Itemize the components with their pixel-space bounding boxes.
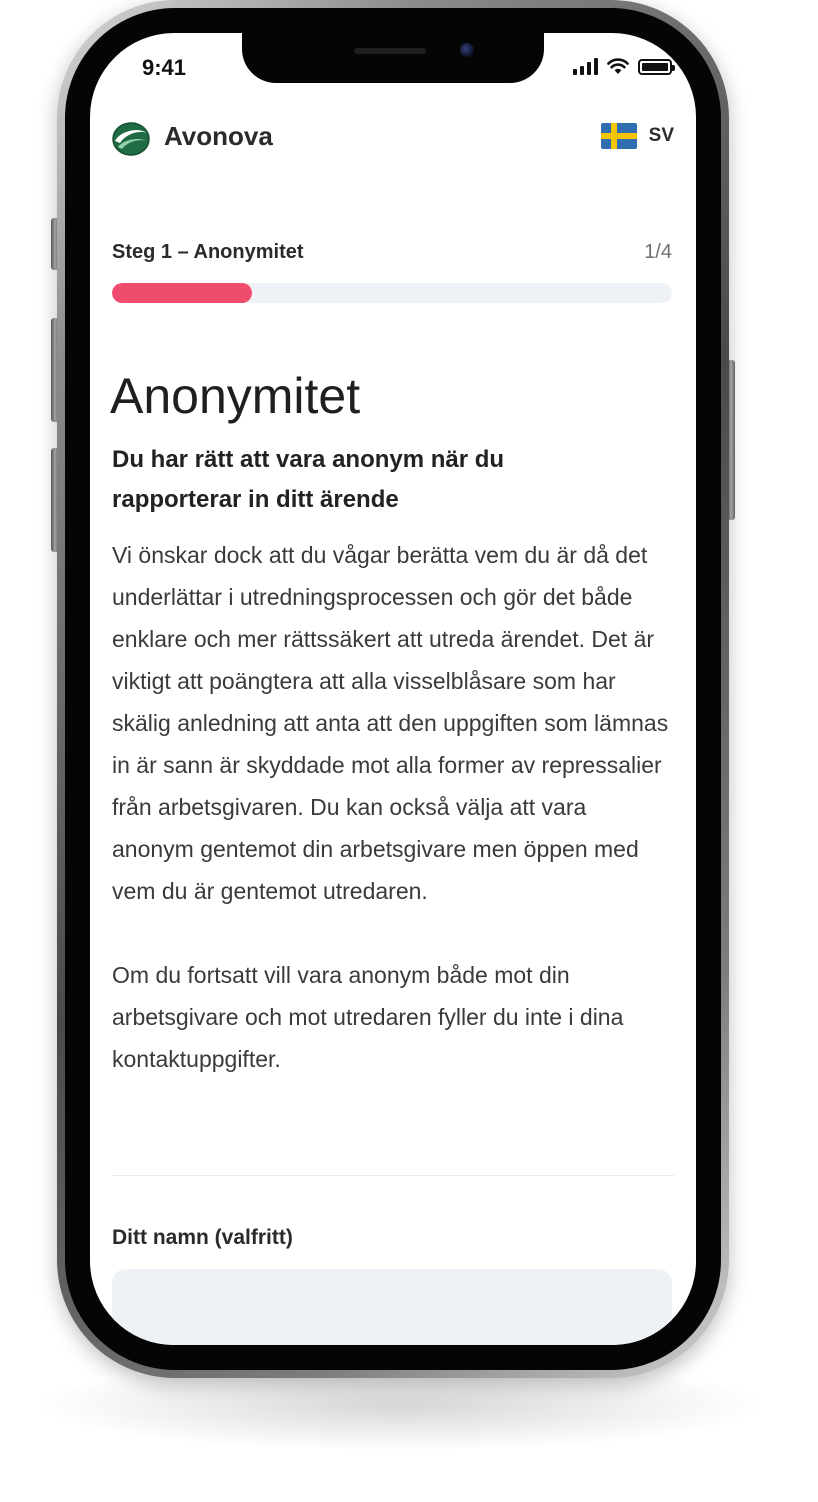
status-time: 9:41 bbox=[142, 55, 187, 80]
language-selector[interactable] bbox=[601, 123, 674, 149]
paragraph: Om du fortsatt vill vara anonym både mot din arbetsgivare och mot utredaren fyller du inte i dina kontaktuppgifter. bbox=[112, 962, 624, 1072]
name-input[interactable] bbox=[112, 1269, 672, 1345]
step-count: 1/4 bbox=[644, 241, 672, 263]
progress-bar bbox=[112, 283, 672, 303]
battery-icon bbox=[638, 59, 672, 75]
speaker-grille bbox=[354, 48, 426, 54]
brand-name: Avonova bbox=[164, 121, 273, 151]
status-icons bbox=[573, 57, 672, 75]
phone-screen bbox=[90, 33, 696, 1345]
language-code: SV bbox=[648, 125, 674, 146]
lead-text: Du har rätt att vara anonym när du rapporterar in ditt ärende bbox=[112, 446, 505, 513]
wifi-icon bbox=[606, 57, 630, 75]
avonova-logo-icon bbox=[112, 121, 150, 157]
divider bbox=[112, 1175, 674, 1176]
progress-bar-fill bbox=[112, 283, 252, 303]
sweden-flag-icon bbox=[601, 123, 637, 149]
notch bbox=[242, 33, 544, 83]
front-camera bbox=[460, 43, 474, 57]
name-field-label: Ditt namn (valfritt) bbox=[112, 1226, 293, 1249]
page-title: Anonymitet bbox=[110, 368, 361, 424]
step-label: Steg 1 – Anonymitet bbox=[112, 241, 304, 263]
signal-icon bbox=[573, 57, 598, 75]
phone-frame bbox=[57, 0, 729, 1378]
app-header bbox=[112, 117, 674, 159]
body-text bbox=[112, 534, 672, 1080]
paragraph: Vi önskar dock att du vågar berätta vem du är då det underlättar i utredningsprocessen och gör det både enklare och mer rättssäkert att utreda ärendet. Det är viktigt att poängtera att alla visselblåsare som har skälig anledning att anta att den uppgiften som lämnas in är sann är skyddade mot alla former av repressalier från arbetsgivaren. Du kan också välja att vara anonym gentemot din arbetsgivare men öppen med vem du är gentemot utredaren. bbox=[112, 542, 669, 904]
step-indicator bbox=[112, 239, 674, 267]
